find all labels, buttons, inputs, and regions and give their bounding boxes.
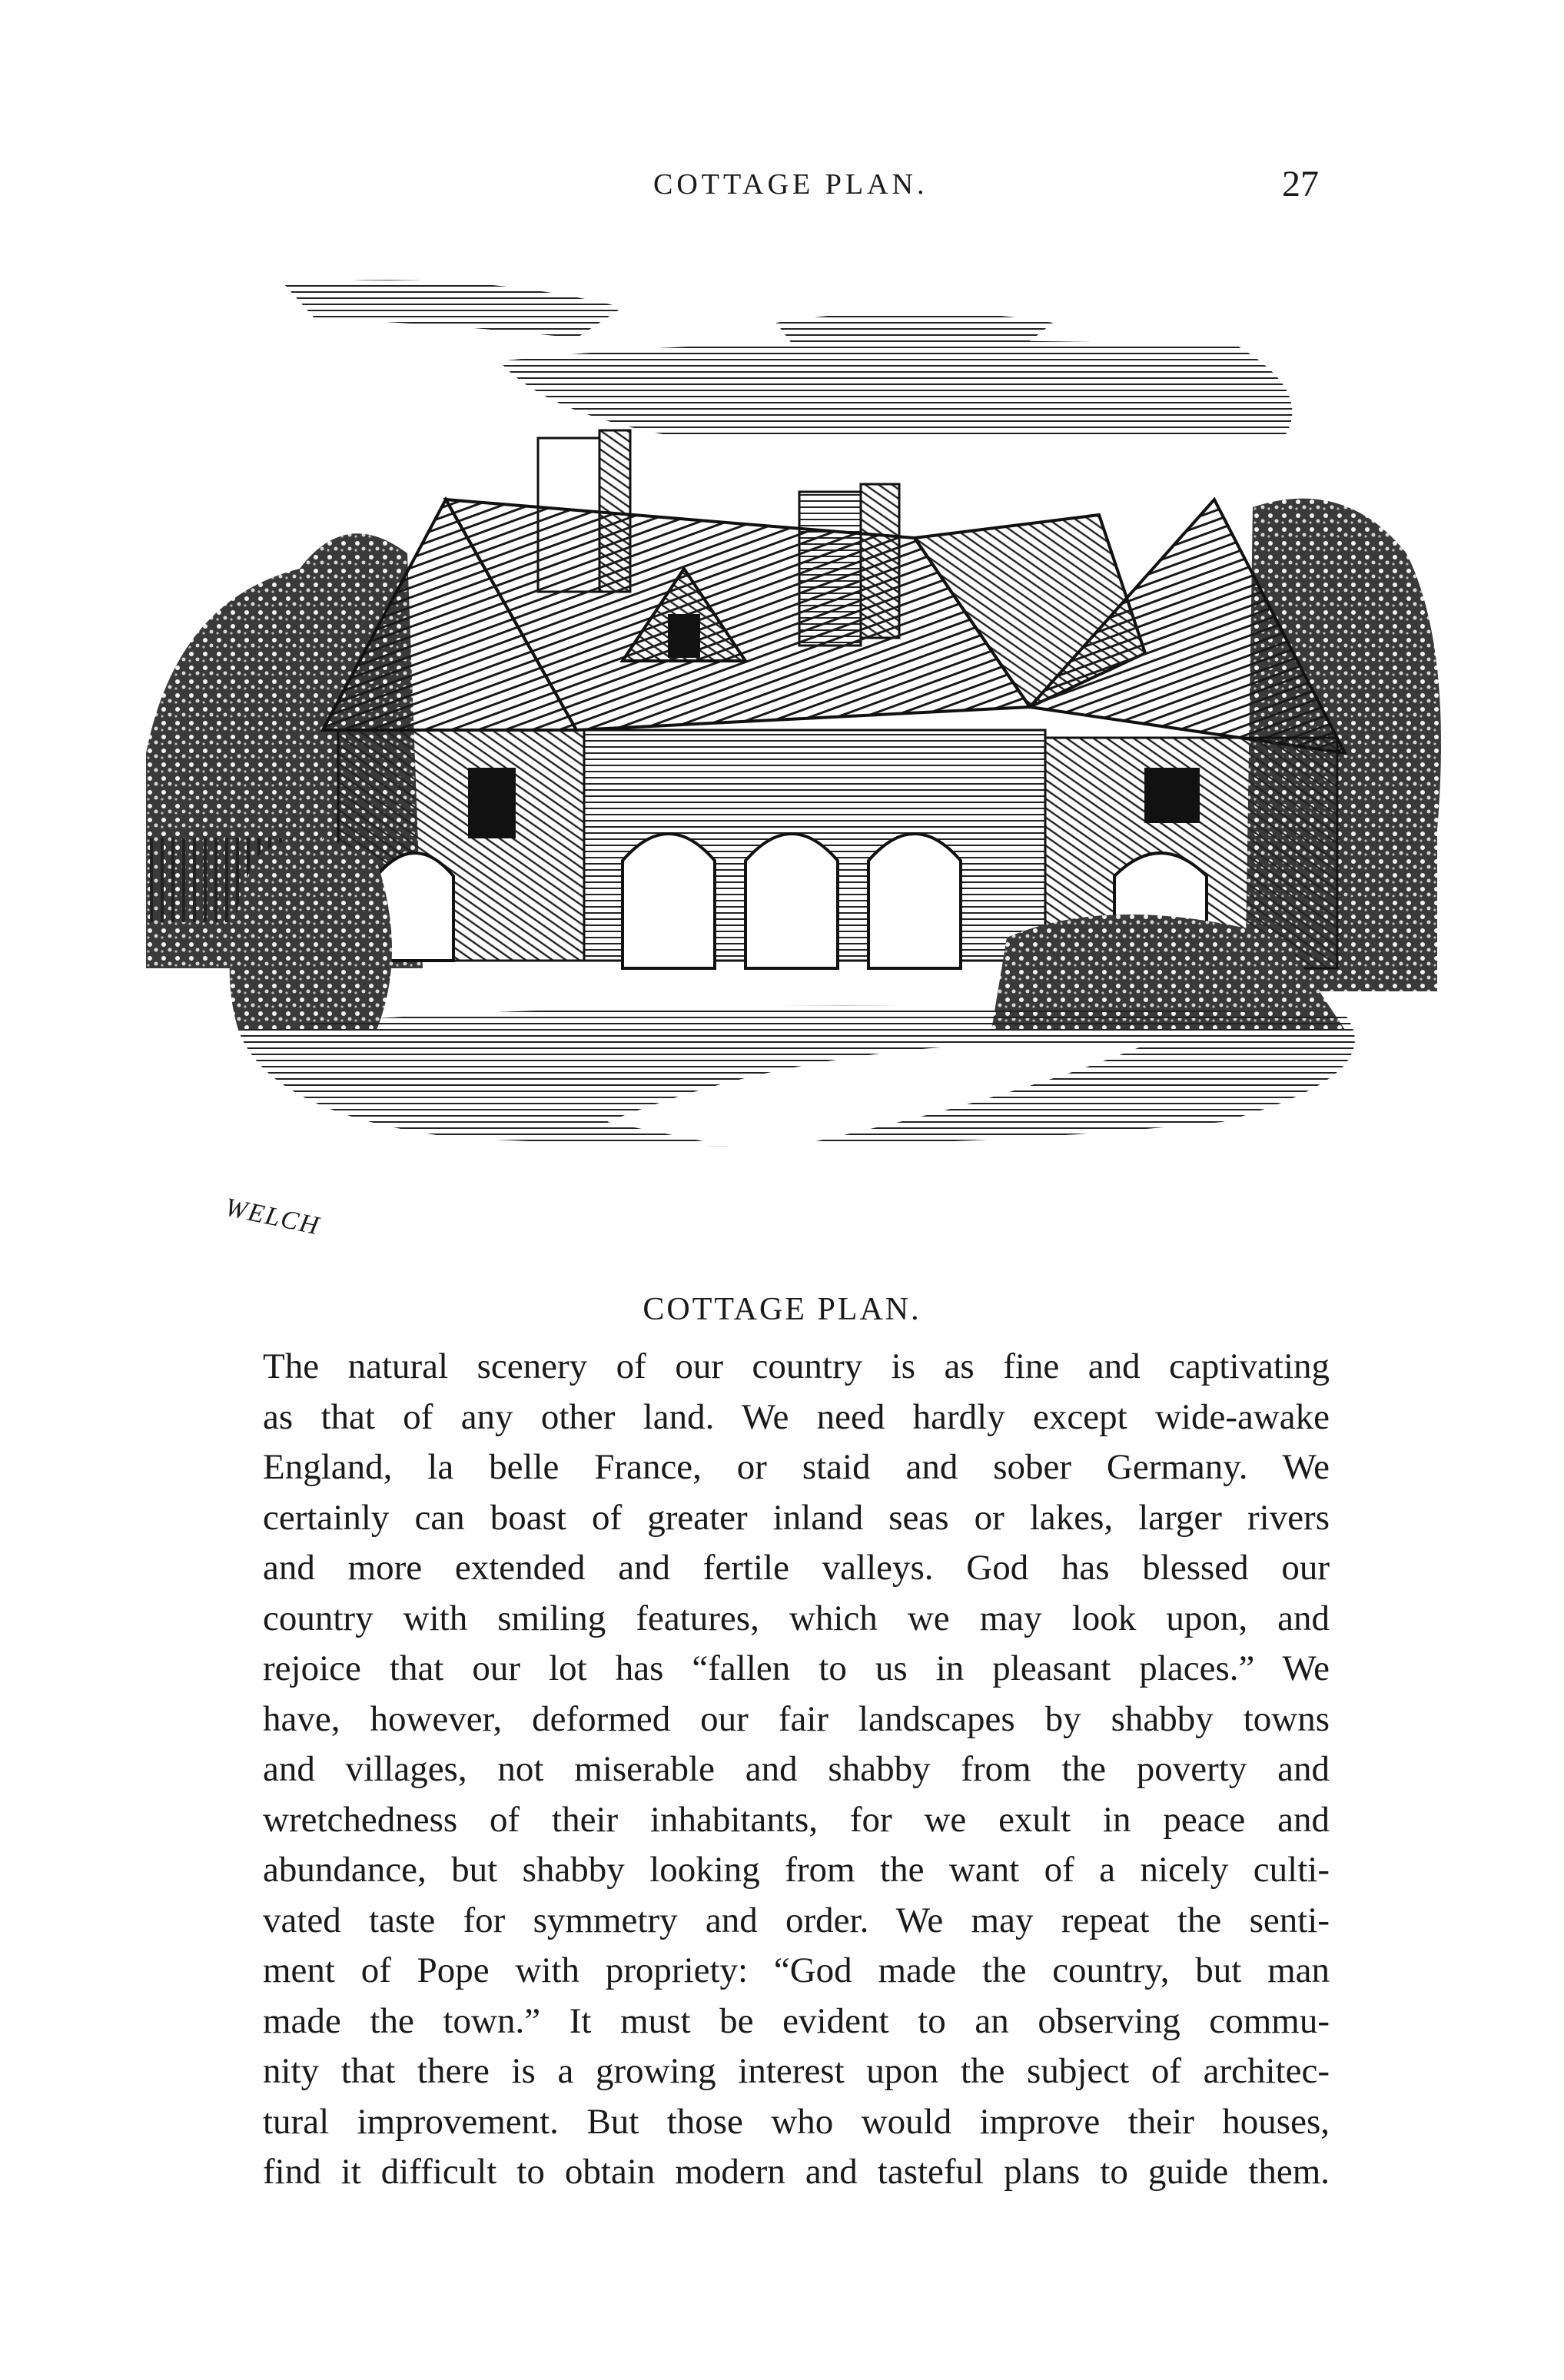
cottage-engraving — [146, 277, 1453, 1268]
engraver-signature: WELCH — [222, 1193, 323, 1241]
text-line: nity that there is a growing interest upon the subject of architec- — [263, 2051, 1330, 2091]
text-line: abundance, but shabby looking from the want of a nicely culti- — [263, 1850, 1330, 1890]
page-number: 27 — [1282, 164, 1319, 204]
text-line: have, however, deformed our fair landscapes by shabby towns — [263, 1698, 1330, 1739]
text-line: The natural scenery of our country is as fine and captivating — [263, 1346, 1330, 1386]
body-paragraph — [263, 1342, 1330, 2198]
text-line: England, la belle France, or staid and sober Germany. We — [263, 1447, 1330, 1487]
text-line: certainly can boast of greater inland seas or lakes, larger rivers — [263, 1497, 1330, 1538]
text-line: country with smiling features, which we may look upon, and — [263, 1598, 1330, 1638]
roofs — [323, 500, 1345, 753]
text-line: made the town.” It must be evident to an observing commu- — [263, 2000, 1330, 2041]
figure-caption: COTTAGE PLAN. — [643, 1292, 921, 1327]
sky-clouds — [284, 280, 1292, 438]
text-line: find it difficult to obtain modern and tasteful plans to guide them. — [263, 2152, 1330, 2192]
cottage-engraving-svg — [146, 277, 1453, 1268]
text-line: tural improvement. But those who would improve their houses, — [263, 2101, 1330, 2142]
text-line: as that of any other land. We need hardly except wide-awake — [263, 1396, 1330, 1437]
running-title: COTTAGE PLAN. — [653, 168, 928, 201]
text-line: vated taste for symmetry and order. We may repeat the senti- — [263, 1900, 1330, 1940]
running-head — [0, 164, 1564, 214]
ground — [238, 1006, 1355, 1153]
text-line: and more extended and fertile valleys. God has blessed our — [263, 1548, 1330, 1588]
text-line: and villages, not miserable and shabby from the poverty and — [263, 1749, 1330, 1789]
text-line: wretchedness of their inhabitants, for we exult in peace and — [263, 1799, 1330, 1840]
text-line: rejoice that our lot has “fallen to us in pleasant places.” We — [263, 1648, 1330, 1688]
text-line: ment of Pope with propriety: “God made the country, but man — [263, 1950, 1330, 1990]
